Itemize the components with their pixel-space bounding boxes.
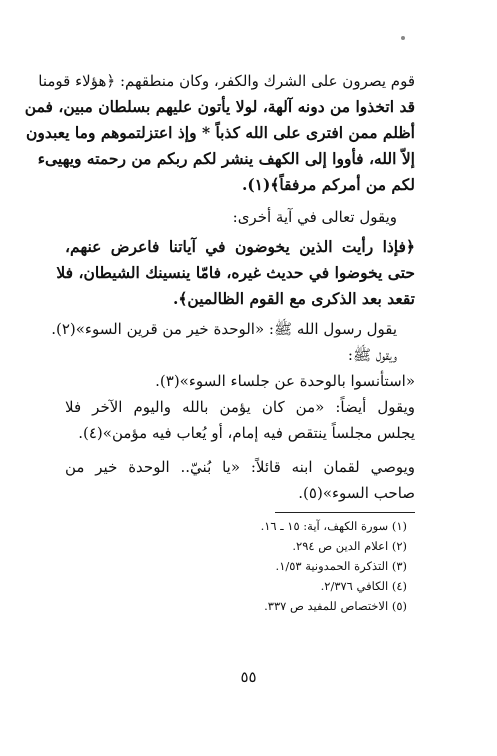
text-line-6: ويقول تعالى في آية أخرى: [232, 208, 397, 226]
text-line-3: أظلم ممن افترى على الله كذباً * وإذ اعتزلتموهم وما يعبدون [26, 123, 415, 142]
footnote-divider [275, 512, 415, 513]
text-line-11: ويقول ﷺ: [347, 346, 397, 364]
text-line-12: «استأنسوا بالوحدة عن جلساء السوء»(٣). [155, 372, 415, 390]
text-line-14: يجلس مجلساً ينتقص فيه إمام، أو يُعاب فيه مؤمن»(٤). [78, 424, 415, 442]
text-line-5: لكم من أمركم مرفقاً﴾(١). [241, 175, 415, 194]
text-line-15: ويوصي لقمان ابنه قائلاً: «يا بُنيّ.. الوحدة خير من [65, 458, 415, 476]
footnote-5: (٥) الاختصاص للمفيد ص ٣٣٧. [264, 599, 407, 613]
text-line-16: صاحب السوء»(٥). [298, 484, 415, 502]
text-line-4: إلاّ الله، فأووا إلى الكهف ينشر لكم ربكم من رحمته ويهيىء [37, 149, 415, 168]
footnote-3: (٣) التذكرة الحمدونية ١/٥٣. [275, 559, 407, 573]
text-line-13: ويقول أيضاً: «من كان يؤمن بالله واليوم الآخر فلا [65, 398, 415, 416]
text-line-2: قد اتخذوا من دونه آلهة، لولا يأتون عليهم بسلطان مبين، فمن [24, 97, 415, 116]
footnote-1: (١) سورة الكهف، آية: ١٥ ـ ١٦. [260, 519, 407, 533]
text-line-1: قوم يصرون على الشرك والكفر، وكان منطقهم: ﴿هؤلاء قومنا [38, 72, 415, 90]
text-line-7: ﴿فإذا رأيت الذين يخوضون في آياتنا فاعرض عنهم، [65, 237, 415, 256]
footnote-4: (٤) الكافي ٢/٣٧٦. [320, 579, 407, 593]
text-line-10: يقول رسول الله ﷺ: «الوحدة خير من قرين السوء»(٢). [51, 320, 397, 338]
text-line-8: حتى يخوضوا في حديث غيره، فامّا ينسينك الشيطان، فلا [56, 263, 415, 282]
page-mark [401, 36, 405, 40]
footnote-2: (٢) اعلام الدين ص ٢٩٤. [292, 539, 407, 553]
page-number: ٥٥ [240, 668, 257, 686]
text-line-9: تقعد بعد الذكرى مع القوم الظالمين﴾. [172, 289, 415, 308]
